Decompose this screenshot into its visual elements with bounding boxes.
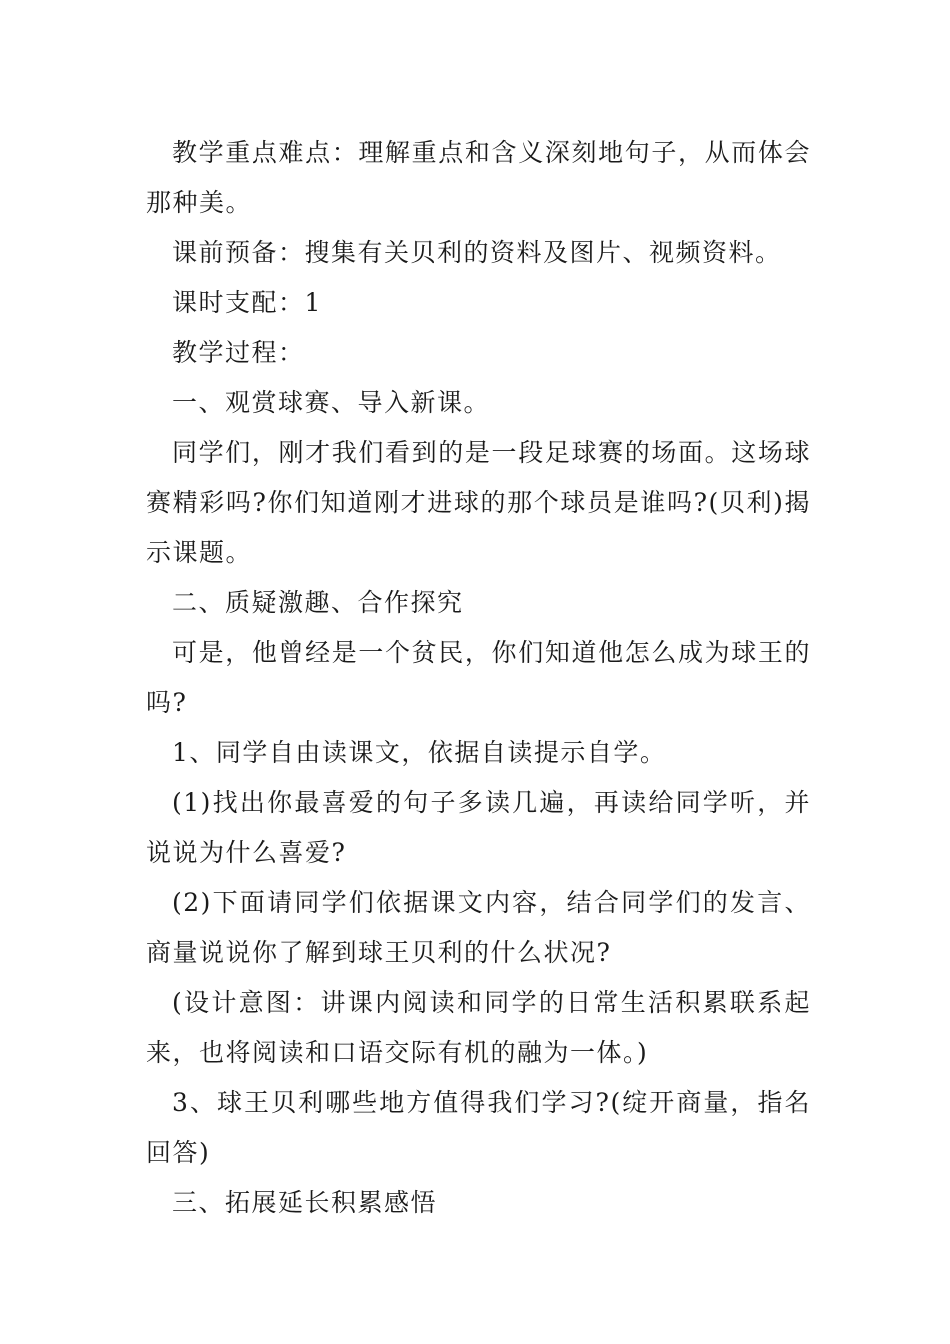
document-body [146, 128, 811, 1228]
list-item-3: 3、球王贝利哪些地方值得我们学习?(绽开商量，指名回答) [146, 1088, 811, 1167]
paragraph-preparation: 课前预备：搜集有关贝利的资料及图片、视频资料。 [172, 238, 782, 267]
paragraph-question: 可是，他曾经是一个贫民，你们知道他怎么成为球王的吗? [146, 638, 811, 717]
section-heading-two: 二、质疑激趣、合作探究 [172, 588, 464, 617]
section-heading-one: 一、观赏球赛、导入新课。 [172, 388, 491, 417]
list-item-1: 1、同学自由读课文，依据自读提示自学。 [172, 738, 667, 767]
paragraph-class-hours: 课时支配：1 [172, 288, 322, 317]
section-heading-three: 三、拓展延长积累感悟 [172, 1188, 438, 1217]
paragraph-design-intent: (设计意图：讲课内阅读和同学的日常生活积累联系起来，也将阅读和口语交际有机的融为一体。) [146, 988, 811, 1067]
paragraph-intro: 同学们，刚才我们看到的是一段足球赛的场面。这场球赛精彩吗?你们知道刚才进球的那个球员是谁吗?(贝利)揭示课题。 [146, 438, 811, 567]
list-subitem-2: (2)下面请同学们依据课文内容，结合同学们的发言、商量说说你了解到球王贝利的什么状况? [146, 888, 811, 967]
paragraph-teaching-focus: 教学重点难点：理解重点和含义深刻地句子，从而体会那种美。 [146, 138, 811, 217]
list-subitem-1: (1)找出你最喜爱的句子多读几遍，再读给同学听，并说说为什么喜爱? [146, 788, 811, 867]
paragraph-teaching-process: 教学过程： [172, 338, 305, 367]
